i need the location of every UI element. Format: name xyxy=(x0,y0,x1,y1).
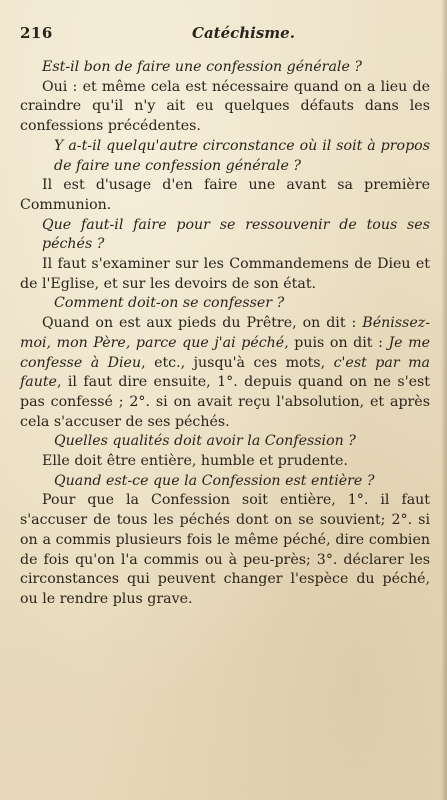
running-title: Catéchisme. xyxy=(192,24,295,42)
answer-4-text: , puis on dit : xyxy=(284,334,389,351)
answer-4-text: Quand on est aux pieds du Prêtre, on dit : xyxy=(42,315,363,332)
answer-4-text: , etc., jusqu'à ces mots, xyxy=(141,354,334,371)
page-edge-shadow xyxy=(441,0,447,800)
question-2: Y a-t-il quelqu'autre circonstance où il soit à propos de faire une confession générale ? xyxy=(54,137,430,174)
page-number: 216 xyxy=(20,24,53,42)
answer-4 xyxy=(20,314,430,432)
answer-2: Il est d'usage d'en faire une avant sa première Communion. xyxy=(20,177,430,213)
answer-4-text: , il faut dire ensuite, 1°. depuis quand on ne s'est pas confessé ; 2°. si on avait reçu l'absolution, et après cela s'accuser de ses péchés. xyxy=(20,374,430,430)
answer-4-formula-confiteor: Je me confesse à Dieu xyxy=(20,334,430,371)
page-body xyxy=(20,58,430,610)
answer-5: Elle doit être entière, humble et prudente. xyxy=(42,453,348,470)
question-5: Quelles qualités doit avoir la Confession ? xyxy=(54,433,356,450)
answer-6: Pour que la Confession soit entière, 1°. il faut s'accuser de tous les péchés dont on se souvient; 2°. si on a commis plusieurs fois le même péché, dire combien de fois qu'on l'a commis ou à peu-près; 3°. déclarer les circonstances qui peuvent changer l'espèce du péché, ou le rendre plus grave. xyxy=(20,492,430,607)
question-1: Est-il bon de faire une confession générale ? xyxy=(42,59,362,75)
question-3: Que faut-il faire pour se ressouvenir de tous ses péchés ? xyxy=(42,216,430,253)
answer-4-formula-faute: c'est par ma faute xyxy=(20,354,430,391)
running-head xyxy=(20,24,430,44)
answer-3: Il faut s'examiner sur les Commandemens de Dieu et de l'Eglise, et sur les devoirs de son état. xyxy=(20,256,430,292)
answer-1: Oui : et même cela est nécessaire quand on a lieu de craindre qu'il n'y ait eu quelques défauts dans les confessions précédentes. xyxy=(20,78,430,135)
question-6: Quand est-ce que la Confession est entière ? xyxy=(54,472,375,489)
question-4: Comment doit-on se confesser ? xyxy=(54,295,285,312)
answer-4-formula-benissez: Bénissez-moi, mon Père, parce que j'ai péché xyxy=(20,315,430,351)
